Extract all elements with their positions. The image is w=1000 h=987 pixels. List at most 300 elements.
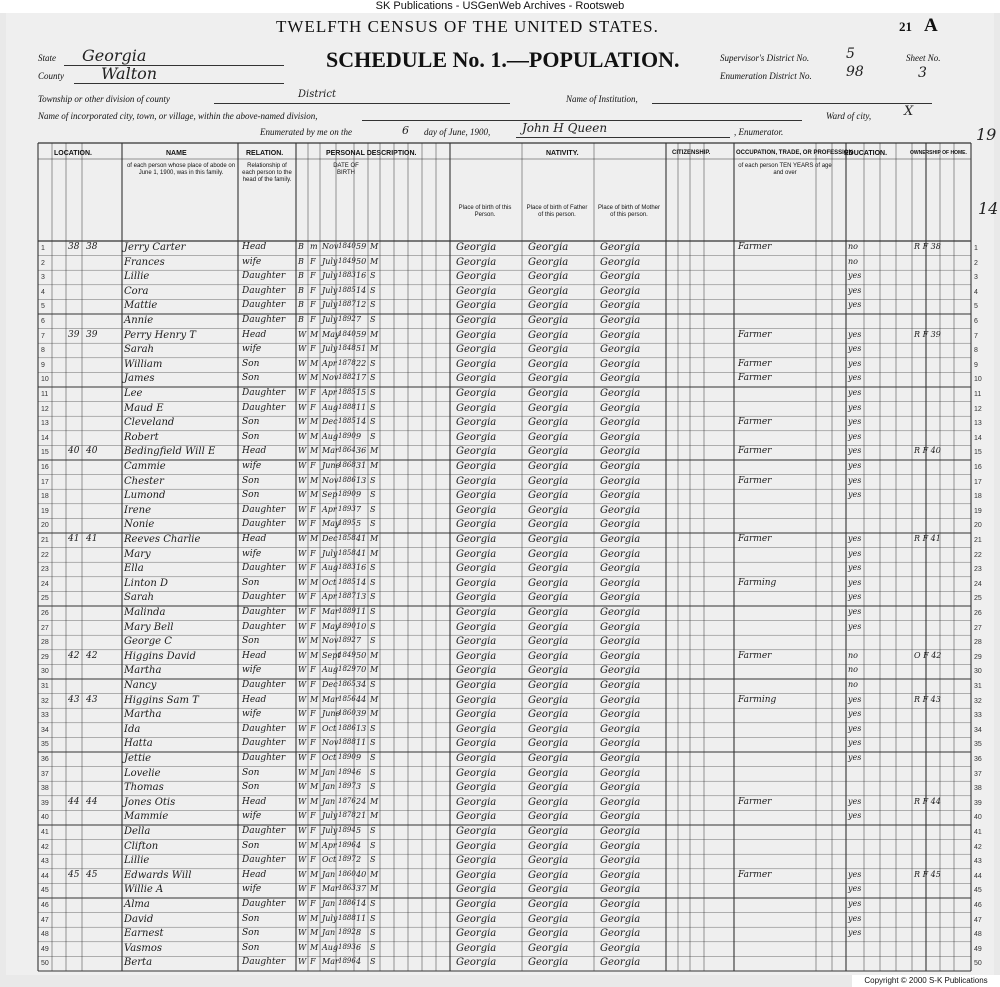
cell-edu: yes bbox=[848, 592, 862, 602]
cell-occ: Farmer bbox=[738, 869, 772, 880]
cell-name: Martha bbox=[124, 665, 162, 677]
cell-mar: S bbox=[370, 373, 376, 383]
cell-month: Nov bbox=[322, 373, 339, 383]
cell-father: Georgia bbox=[528, 373, 569, 385]
cell-edu: yes bbox=[848, 490, 862, 500]
cell-year: 1856 bbox=[338, 694, 356, 703]
cell-age: 13 bbox=[356, 592, 367, 602]
cell-race: W bbox=[298, 855, 307, 865]
line-number-right: 25 bbox=[974, 595, 982, 603]
cell-rel: Son bbox=[242, 913, 260, 924]
cell-birth: Georgia bbox=[456, 767, 497, 779]
cell-sex: M bbox=[310, 782, 319, 792]
cell-race: W bbox=[298, 373, 307, 383]
cell-father: Georgia bbox=[528, 519, 569, 531]
cell-birth: Georgia bbox=[456, 388, 497, 399]
cell-rel: Head bbox=[242, 534, 267, 544]
sheet-label: Sheet No. bbox=[906, 53, 941, 63]
cell-edu: yes bbox=[848, 607, 862, 616]
cell-month: Aug bbox=[322, 942, 339, 952]
cell-rel: Head bbox=[242, 796, 267, 807]
cell-mother: Georgia bbox=[600, 519, 641, 531]
cell-birth: Georgia bbox=[456, 855, 497, 867]
cell-race: W bbox=[298, 694, 307, 704]
cell-mar: M bbox=[370, 534, 379, 543]
cell-edu: yes bbox=[848, 913, 862, 923]
cell-race: W bbox=[298, 461, 307, 470]
cell-father: Georgia bbox=[528, 344, 569, 356]
cell-year: 1849 bbox=[338, 650, 356, 659]
cell-father: Georgia bbox=[528, 826, 569, 837]
line-number: 39 bbox=[41, 799, 49, 807]
cell-mar: M bbox=[370, 461, 379, 470]
cell-sex: F bbox=[310, 957, 316, 967]
cell-sex: M bbox=[310, 358, 319, 368]
cell-sex: M bbox=[310, 577, 319, 587]
line-number-right: 44 bbox=[974, 872, 982, 880]
line-number: 21 bbox=[41, 537, 49, 544]
cell-rel: Daughter bbox=[242, 271, 286, 282]
cell-age: 40 bbox=[356, 869, 367, 879]
cell-edu: yes bbox=[848, 811, 862, 821]
cell-birth: Georgia bbox=[456, 957, 497, 969]
cell-sex: F bbox=[310, 753, 316, 762]
cell-father: Georgia bbox=[528, 899, 569, 910]
cell-age: 21 bbox=[356, 811, 367, 821]
cell-edu: no bbox=[848, 680, 858, 689]
cell-year: 1883 bbox=[338, 271, 356, 280]
line-number: 44 bbox=[41, 872, 49, 880]
cell-mother: Georgia bbox=[600, 358, 641, 370]
line-number-right: 18 bbox=[974, 493, 982, 501]
cell-father: Georgia bbox=[528, 490, 569, 502]
cell-year: 1896 bbox=[338, 957, 356, 966]
line-number: 36 bbox=[41, 756, 49, 763]
cell-mother: Georgia bbox=[600, 373, 641, 385]
cell-edu: yes bbox=[848, 402, 862, 412]
cell-father: Georgia bbox=[528, 271, 569, 283]
cell-father: Georgia bbox=[528, 869, 569, 881]
cell-rel: Son bbox=[242, 942, 260, 953]
line-number: 46 bbox=[41, 902, 49, 909]
line-number: 3 bbox=[41, 274, 45, 282]
cell-race: W bbox=[298, 899, 307, 908]
cell-own: R F 44 bbox=[914, 796, 941, 806]
line-number: 14 bbox=[41, 434, 49, 442]
cell-father: Georgia bbox=[528, 300, 569, 312]
cell-edu: yes bbox=[848, 738, 862, 748]
cell-month: Aug bbox=[322, 665, 339, 675]
cell-father: Georgia bbox=[528, 796, 569, 808]
cell-rel: wife bbox=[242, 548, 262, 559]
cell-age: 4 bbox=[356, 840, 362, 850]
cell-mar: M bbox=[370, 884, 379, 894]
cell-sex: F bbox=[310, 665, 316, 675]
cell-name: Cleveland bbox=[124, 417, 175, 429]
cell-month: Jan bbox=[322, 767, 336, 777]
cell-age: 3 bbox=[356, 782, 362, 792]
cell-age: 11 bbox=[356, 738, 367, 748]
cell-month: Oct bbox=[322, 577, 337, 587]
cell-race: W bbox=[298, 534, 307, 543]
cell-father: Georgia bbox=[528, 475, 569, 487]
cell-mar: S bbox=[370, 592, 376, 602]
cell-race: B bbox=[298, 315, 304, 324]
cell-year: 1885 bbox=[338, 417, 356, 426]
cell-mar: M bbox=[370, 796, 379, 806]
line-number-right: 10 bbox=[974, 376, 982, 384]
cell-rel: Daughter bbox=[242, 753, 286, 763]
cell-age: 6 bbox=[356, 942, 362, 952]
cell-sex: M bbox=[310, 417, 319, 427]
cell-name: Lumond bbox=[124, 490, 166, 502]
cell-birth: Georgia bbox=[456, 650, 497, 662]
cell-sex: F bbox=[310, 709, 316, 719]
line-number-right: 43 bbox=[974, 858, 982, 866]
cell-race: W bbox=[298, 709, 307, 719]
cell-birth: Georgia bbox=[456, 665, 497, 677]
cell-father: Georgia bbox=[528, 709, 569, 721]
cell-birth: Georgia bbox=[456, 475, 497, 487]
cell-edu: yes bbox=[848, 388, 862, 397]
cell-sex: M bbox=[310, 329, 319, 339]
cell-age: 4 bbox=[356, 957, 362, 967]
cell-race: W bbox=[298, 504, 307, 514]
cell-month: Sep bbox=[322, 490, 338, 500]
cell-own: R F 41 bbox=[914, 534, 941, 543]
line-number: 32 bbox=[41, 697, 49, 705]
cell-race: B bbox=[298, 300, 304, 310]
cell-name: Clifton bbox=[124, 840, 159, 852]
enumerated-middle: day of June, 1900, bbox=[424, 127, 491, 137]
cell-name: Mattie bbox=[124, 300, 158, 312]
cell-sex: M bbox=[310, 650, 319, 660]
cell-month: July bbox=[322, 271, 338, 281]
cell-rel: Son bbox=[242, 636, 260, 647]
cell-birth: Georgia bbox=[456, 826, 497, 837]
cell-year: 1894 bbox=[338, 767, 356, 776]
cell-mother: Georgia bbox=[600, 548, 641, 560]
cell-mother: Georgia bbox=[600, 928, 641, 940]
cell-birth: Georgia bbox=[456, 315, 497, 326]
cell-mother: Georgia bbox=[600, 796, 641, 808]
cell-mother: Georgia bbox=[600, 242, 641, 253]
cell-rel: Son bbox=[242, 417, 260, 428]
cell-father: Georgia bbox=[528, 884, 569, 896]
line-number: 11 bbox=[41, 391, 49, 398]
line-number-right: 20 bbox=[974, 522, 982, 530]
cell-rel: Daughter bbox=[242, 300, 286, 311]
cell-year: 1886 bbox=[338, 475, 356, 484]
cell-mar: S bbox=[370, 723, 376, 733]
cell-mother: Georgia bbox=[600, 753, 641, 764]
line-number: 4 bbox=[41, 288, 45, 296]
cell-mar: M bbox=[370, 344, 379, 354]
cell-sex: F bbox=[310, 271, 316, 281]
cell-year: 1863 bbox=[338, 884, 356, 893]
cell-mar: S bbox=[370, 271, 376, 281]
line-number-right: 30 bbox=[974, 668, 982, 676]
cell-year: 1864 bbox=[338, 446, 356, 455]
cell-race: W bbox=[298, 636, 307, 646]
cell-year: 1885 bbox=[338, 285, 356, 294]
enumerated-suffix: , Enumerator. bbox=[734, 127, 784, 137]
cell-age: 14 bbox=[356, 417, 367, 427]
cell-race: W bbox=[298, 431, 307, 441]
cell-sex: F bbox=[310, 344, 316, 354]
name-subheading: of each person whose place of abode on June 1, 1900, was in this family. bbox=[126, 163, 236, 176]
cell-sex: F bbox=[310, 256, 316, 266]
cell-age: 2 bbox=[356, 855, 362, 865]
cell-mar: S bbox=[370, 563, 376, 573]
cell-year: 1868 bbox=[338, 461, 356, 469]
cell-race: W bbox=[298, 650, 307, 660]
cell-mother: Georgia bbox=[600, 344, 641, 356]
cell-year: 1887 bbox=[338, 592, 356, 601]
cell-edu: yes bbox=[848, 373, 862, 383]
cell-edu: yes bbox=[848, 694, 862, 704]
cell-year: 1893 bbox=[338, 504, 356, 513]
cell-mar: M bbox=[370, 665, 379, 675]
cell-month: Aug bbox=[322, 431, 339, 441]
line-number-right: 17 bbox=[974, 478, 982, 486]
cell-race: W bbox=[298, 519, 307, 529]
cell-mother: Georgia bbox=[600, 417, 641, 429]
cell-father: Georgia bbox=[528, 592, 569, 604]
cell-age: 44 bbox=[356, 694, 367, 704]
cell-race: B bbox=[298, 256, 304, 266]
cell-mar: M bbox=[370, 548, 379, 558]
cell-dwell: 38 bbox=[68, 242, 80, 252]
line-number-right: 45 bbox=[974, 887, 982, 895]
cell-year: 1860 bbox=[338, 869, 356, 878]
cell-age: 13 bbox=[356, 723, 367, 733]
cell-race: W bbox=[298, 884, 307, 894]
cell-dwell: 44 bbox=[68, 796, 80, 807]
relation-subheading: Relationship of each person to the head of the family. bbox=[242, 163, 292, 183]
enumerated-prefix: Enumerated by me on the bbox=[260, 127, 352, 137]
cell-month: July bbox=[322, 826, 338, 835]
cell-month: Dec bbox=[322, 534, 338, 543]
line-number: 12 bbox=[41, 405, 49, 413]
cell-mar: S bbox=[370, 767, 376, 777]
line-number: 42 bbox=[41, 843, 49, 851]
line-number: 45 bbox=[41, 887, 49, 895]
cell-fam: 41 bbox=[86, 534, 98, 544]
line-number: 19 bbox=[41, 507, 49, 515]
line-number: 8 bbox=[41, 347, 45, 355]
line-number-right: 36 bbox=[974, 756, 982, 763]
line-number-right: 13 bbox=[974, 420, 982, 428]
line-number-right: 32 bbox=[974, 697, 982, 705]
cell-dwell: 45 bbox=[68, 869, 80, 880]
line-number: 20 bbox=[41, 522, 49, 530]
cell-edu: yes bbox=[848, 446, 862, 456]
cell-age: 37 bbox=[356, 884, 367, 894]
cell-name: Vasmos bbox=[124, 942, 163, 954]
cell-race: W bbox=[298, 738, 307, 748]
cell-sex: M bbox=[310, 796, 319, 806]
line-number-right: 42 bbox=[974, 843, 982, 851]
cell-name: Cora bbox=[124, 285, 149, 297]
cell-birth: Georgia bbox=[456, 358, 497, 370]
cell-name: Linton D bbox=[124, 577, 168, 589]
state-label: State bbox=[38, 53, 56, 63]
cell-edu: yes bbox=[848, 709, 862, 719]
cell-age: 36 bbox=[356, 446, 367, 456]
line-number: 41 bbox=[41, 829, 49, 836]
cell-sex: m bbox=[310, 242, 318, 251]
cell-name: Irene bbox=[124, 504, 152, 516]
cell-name: Martha bbox=[124, 709, 162, 721]
cell-rel: Son bbox=[242, 928, 260, 939]
cell-occ: Farmer bbox=[738, 358, 772, 369]
cell-rel: Daughter bbox=[242, 388, 286, 398]
cell-mother: Georgia bbox=[600, 869, 641, 881]
cell-own: R F 45 bbox=[914, 869, 941, 879]
cell-mar: S bbox=[370, 636, 376, 646]
cell-age: 51 bbox=[356, 344, 367, 354]
cell-age: 34 bbox=[356, 680, 367, 689]
cell-month: Nov bbox=[322, 636, 339, 646]
institution-label: Name of Institution, bbox=[566, 94, 638, 104]
enumeration-label: Enumeration District No. bbox=[720, 71, 812, 81]
cell-own: R F 40 bbox=[914, 446, 941, 456]
cell-father: Georgia bbox=[528, 285, 569, 297]
cell-birth: Georgia bbox=[456, 928, 497, 940]
cell-birth: Georgia bbox=[456, 271, 497, 283]
cell-month: Dec bbox=[322, 417, 338, 427]
cell-year: 1848 bbox=[338, 344, 356, 353]
cell-father: Georgia bbox=[528, 942, 569, 954]
cell-mar: S bbox=[370, 519, 376, 529]
cell-month: Aug bbox=[322, 563, 339, 573]
cell-rel: Daughter bbox=[242, 402, 286, 413]
cell-edu: no bbox=[848, 256, 858, 266]
cell-edu: yes bbox=[848, 548, 862, 558]
incorporated-label: Name of incorporated city, town, or village, within the above-named division, bbox=[38, 111, 318, 121]
line-number-right: 49 bbox=[974, 945, 982, 953]
cell-mother: Georgia bbox=[600, 957, 641, 969]
ward-value: X bbox=[904, 104, 914, 119]
cell-race: W bbox=[298, 957, 307, 967]
cell-year: 1883 bbox=[338, 563, 356, 572]
cell-mar: S bbox=[370, 957, 376, 967]
cell-mother: Georgia bbox=[600, 913, 641, 925]
cell-rel: Son bbox=[242, 782, 260, 793]
line-number: 29 bbox=[41, 653, 49, 661]
line-number-right: 24 bbox=[974, 580, 982, 588]
cell-birth: Georgia bbox=[456, 431, 497, 443]
cell-mar: S bbox=[370, 388, 376, 397]
cell-mar: S bbox=[370, 431, 376, 441]
cell-month: Jan bbox=[322, 869, 336, 879]
cell-mar: S bbox=[370, 358, 376, 368]
line-number: 34 bbox=[41, 726, 49, 734]
cell-age: 9 bbox=[356, 753, 362, 762]
cell-sex: F bbox=[310, 300, 316, 310]
cell-rel: Daughter bbox=[242, 855, 286, 866]
cell-fam: 38 bbox=[86, 242, 98, 252]
cell-birth: Georgia bbox=[456, 256, 497, 268]
cell-fam: 45 bbox=[86, 869, 98, 880]
cell-birth: Georgia bbox=[456, 300, 497, 312]
cell-age: 16 bbox=[356, 271, 367, 281]
cell-birth: Georgia bbox=[456, 869, 497, 881]
cell-race: W bbox=[298, 913, 307, 923]
cell-name: Berta bbox=[124, 957, 153, 969]
cell-occ: Farmer bbox=[738, 417, 772, 428]
cell-fam: 42 bbox=[86, 650, 98, 661]
cell-father: Georgia bbox=[528, 650, 569, 662]
cell-father: Georgia bbox=[528, 607, 569, 618]
cell-age: 13 bbox=[356, 475, 367, 485]
line-number-right: 23 bbox=[974, 566, 982, 574]
cell-name: Higgins David bbox=[124, 650, 196, 662]
cell-rel: Daughter bbox=[242, 504, 286, 515]
cell-edu: yes bbox=[848, 621, 862, 631]
cell-birth: Georgia bbox=[456, 242, 497, 253]
cell-birth: Georgia bbox=[456, 884, 497, 896]
sheet-value: 3 bbox=[918, 65, 927, 81]
cell-race: W bbox=[298, 840, 307, 850]
cell-age: 11 bbox=[356, 402, 367, 412]
cell-race: W bbox=[298, 577, 307, 587]
cell-mother: Georgia bbox=[600, 402, 641, 414]
cell-name: Hatta bbox=[124, 738, 153, 750]
cell-name: George C bbox=[124, 636, 172, 648]
cell-edu: yes bbox=[848, 475, 862, 485]
cell-father: Georgia bbox=[528, 957, 569, 969]
line-number: 50 bbox=[41, 960, 49, 968]
cell-name: William bbox=[124, 358, 163, 370]
cell-rel: Son bbox=[242, 840, 260, 851]
cell-mother: Georgia bbox=[600, 607, 641, 618]
line-number-right: 28 bbox=[974, 639, 982, 647]
cell-edu: yes bbox=[848, 723, 862, 733]
cell-sex: M bbox=[310, 534, 319, 543]
cell-month: Mar bbox=[322, 607, 339, 616]
cell-month: Nov bbox=[322, 242, 339, 251]
cell-age: 14 bbox=[356, 899, 367, 908]
cell-sex: F bbox=[310, 402, 316, 412]
cell-year: 1897 bbox=[338, 855, 356, 864]
cell-month: June bbox=[322, 709, 341, 719]
line-number-right: 15 bbox=[974, 449, 982, 457]
enumeration-value: 98 bbox=[846, 64, 864, 80]
cell-year: 1886 bbox=[338, 899, 356, 907]
cell-father: Georgia bbox=[528, 358, 569, 370]
cell-rel: Daughter bbox=[242, 315, 286, 325]
cell-sex: M bbox=[310, 840, 319, 850]
cell-name: Lee bbox=[124, 388, 143, 399]
line-number-right: 33 bbox=[974, 712, 982, 720]
cell-name: Cammie bbox=[124, 461, 166, 472]
line-number-right: 5 bbox=[974, 303, 978, 311]
cell-race: W bbox=[298, 388, 307, 397]
cell-father: Georgia bbox=[528, 446, 569, 458]
line-number-right: 21 bbox=[974, 537, 982, 544]
cell-mother: Georgia bbox=[600, 563, 641, 575]
relation-heading: RELATION. bbox=[246, 150, 284, 157]
cell-father: Georgia bbox=[528, 840, 569, 852]
cell-age: 9 bbox=[356, 431, 362, 441]
cell-rel: Head bbox=[242, 446, 267, 457]
cell-age: 11 bbox=[356, 913, 367, 923]
cell-age: 8 bbox=[356, 928, 362, 938]
cell-name: Nancy bbox=[124, 680, 157, 691]
cell-rel: wife bbox=[242, 884, 262, 895]
